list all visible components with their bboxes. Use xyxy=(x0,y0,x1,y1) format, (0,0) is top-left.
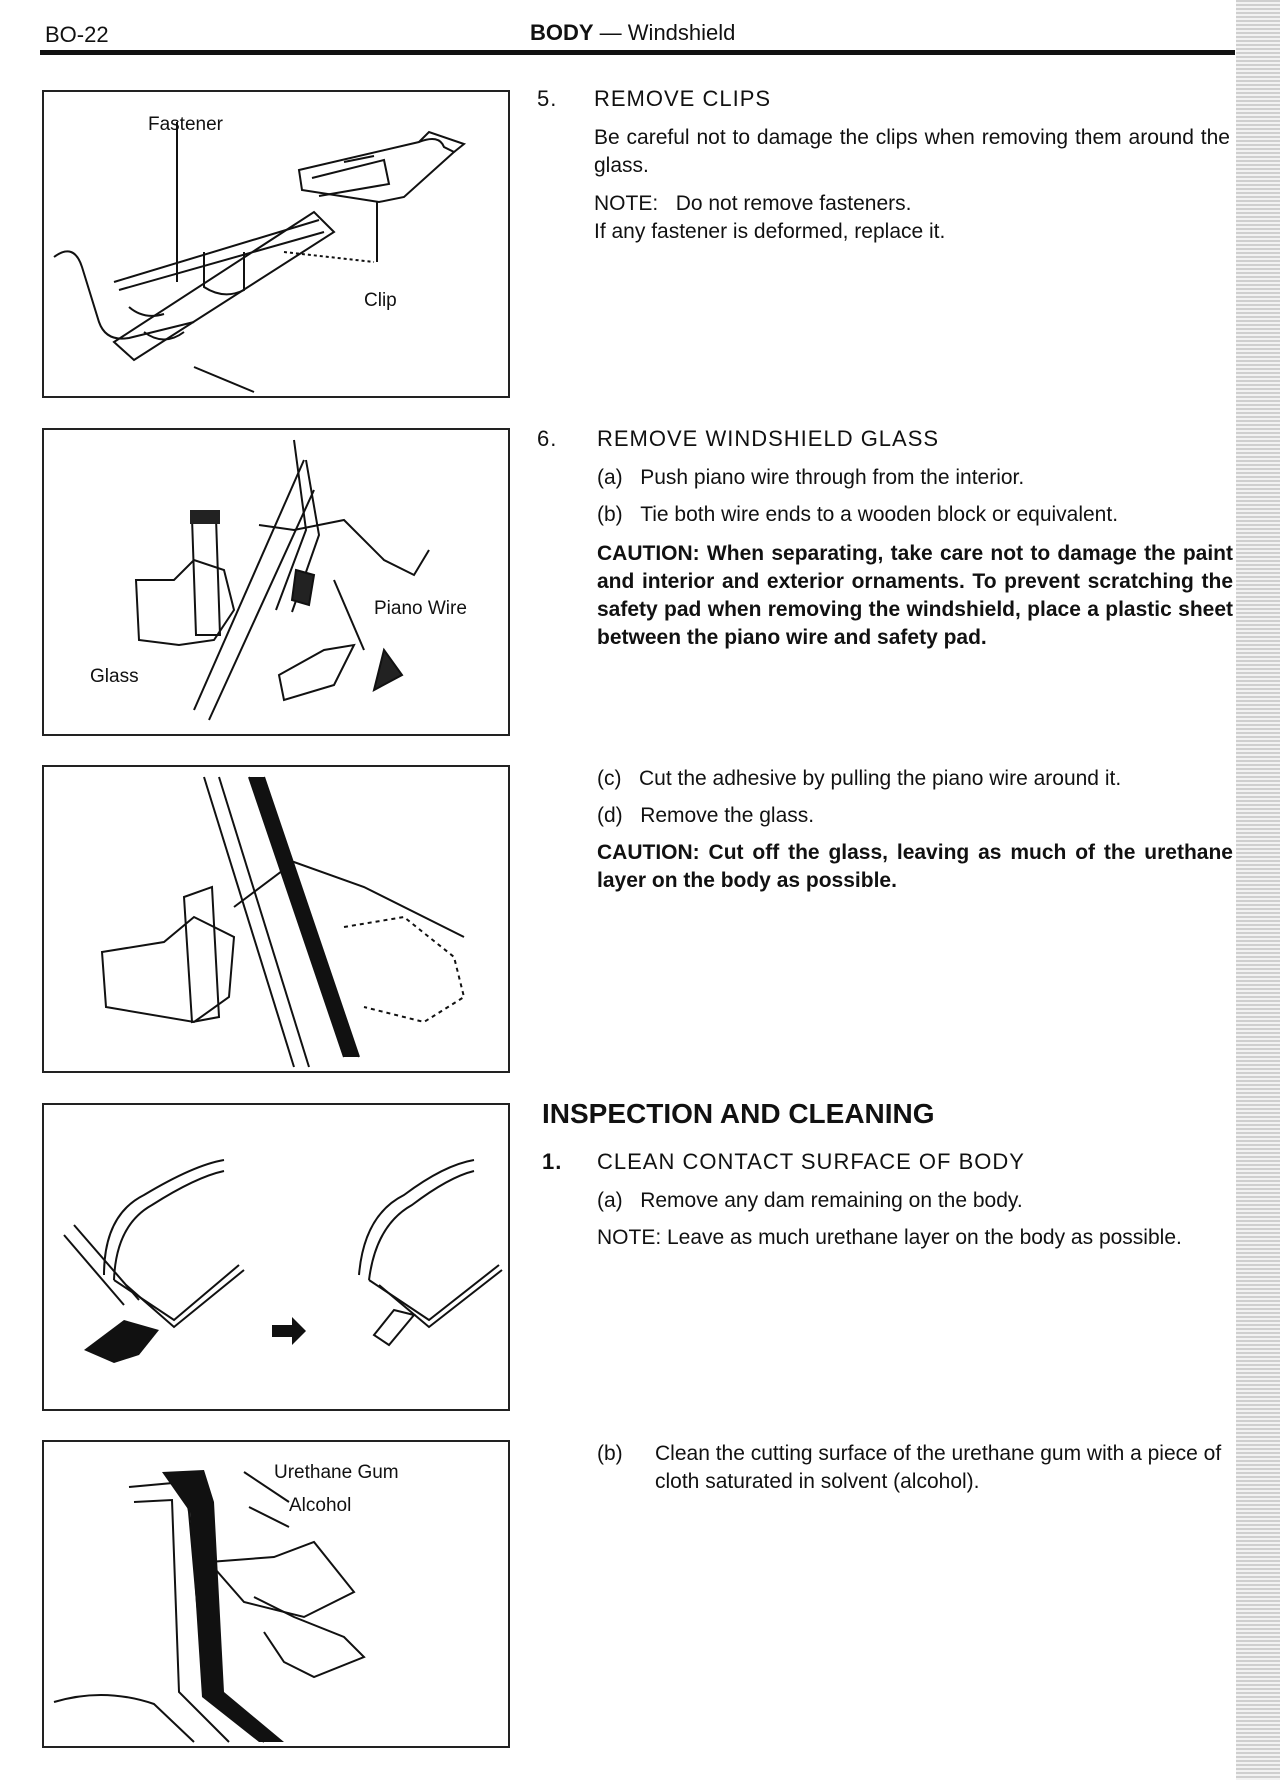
clip-fastener-illustration xyxy=(44,92,508,396)
step-6c-text: Cut the adhesive by pulling the piano wire around it. xyxy=(639,767,1122,790)
remove-dam-illustration xyxy=(44,1105,508,1409)
step-6-caution: CAUTION: When separating, take care not to damage the paint and interior and exterior ornaments. To prevent scratching the safety pad when removing the windshield, place a plastic sheet between the piano wire and safety pad. xyxy=(597,542,1233,649)
step-5-note-text-2: If any fastener is deformed, replace it. xyxy=(594,220,946,243)
section-heading: INSPECTION AND CLEANING xyxy=(542,1098,935,1129)
inspection-step-title: CLEAN CONTACT SURFACE OF BODY xyxy=(597,1149,1025,1174)
step-6b-text: Tie both wire ends to a wooden block or equivalent. xyxy=(640,503,1119,526)
step-6c-tag: (c) xyxy=(597,767,622,790)
step-6d-tag: (d) xyxy=(597,804,623,827)
step-6a xyxy=(597,464,1024,492)
step-6-number: 6. xyxy=(537,426,558,451)
inspection-b-tag: (b) xyxy=(597,1442,623,1465)
step-6c xyxy=(597,765,1121,793)
label-fastener: Fastener xyxy=(148,114,223,135)
step-5-number: 5. xyxy=(537,86,558,111)
figure-remove-dam xyxy=(42,1103,510,1411)
cut-adhesive-illustration xyxy=(44,767,508,1071)
label-clip: Clip xyxy=(364,290,397,311)
figure-piano-wire xyxy=(42,428,510,736)
inspection-b-text: Clean the cutting surface of the urethane gum with a piece of cloth saturated in solvent (alcohol). xyxy=(655,1442,1222,1493)
step-5-body: Be careful not to damage the clips when removing them around the glass. xyxy=(594,126,1230,177)
step-6d xyxy=(597,802,814,830)
label-alcohol: Alcohol xyxy=(289,1495,352,1516)
step-6d-text: Remove the glass. xyxy=(640,804,815,827)
page-title-section: BODY xyxy=(530,20,594,45)
step-6-title: REMOVE WINDSHIELD GLASS xyxy=(597,426,940,451)
header-rule xyxy=(40,50,1235,55)
label-glass: Glass xyxy=(90,666,139,687)
inspection-a xyxy=(597,1187,1023,1215)
step-5-title: REMOVE CLIPS xyxy=(594,86,772,111)
label-piano-wire: Piano Wire xyxy=(374,598,467,619)
figure-clip-fastener xyxy=(42,90,510,398)
step-5-note xyxy=(594,190,911,218)
step-6b xyxy=(597,501,1118,529)
figure-clean-urethane xyxy=(42,1440,510,1748)
step-5-note-label: NOTE: xyxy=(594,192,659,215)
inspection-a-tag: (a) xyxy=(597,1189,623,1212)
scan-edge xyxy=(1236,0,1280,1780)
clean-urethane-illustration xyxy=(44,1442,508,1746)
page-number: BO-22 xyxy=(45,22,109,47)
piano-wire-illustration xyxy=(44,430,508,734)
inspection-note: NOTE: Leave as much urethane layer on the body as possible. xyxy=(597,1226,1182,1249)
step-6a-tag: (a) xyxy=(597,466,623,489)
inspection-step-number: 1. xyxy=(542,1149,563,1174)
step-6-caution-2: CAUTION: Cut off the glass, leaving as much of the urethane layer on the body as possible. xyxy=(597,841,1233,892)
step-6b-tag: (b) xyxy=(597,503,623,526)
page-title-topic: — Windshield xyxy=(593,20,736,45)
step-6a-text: Push piano wire through from the interior. xyxy=(640,466,1025,489)
label-urethane-gum: Urethane Gum xyxy=(274,1462,399,1483)
inspection-b xyxy=(597,1440,1233,1496)
inspection-a-text: Remove any dam remaining on the body. xyxy=(640,1189,1023,1212)
figure-cut-adhesive xyxy=(42,765,510,1073)
page-title xyxy=(530,20,735,46)
step-5-note-text: Do not remove fasteners. xyxy=(675,192,912,215)
